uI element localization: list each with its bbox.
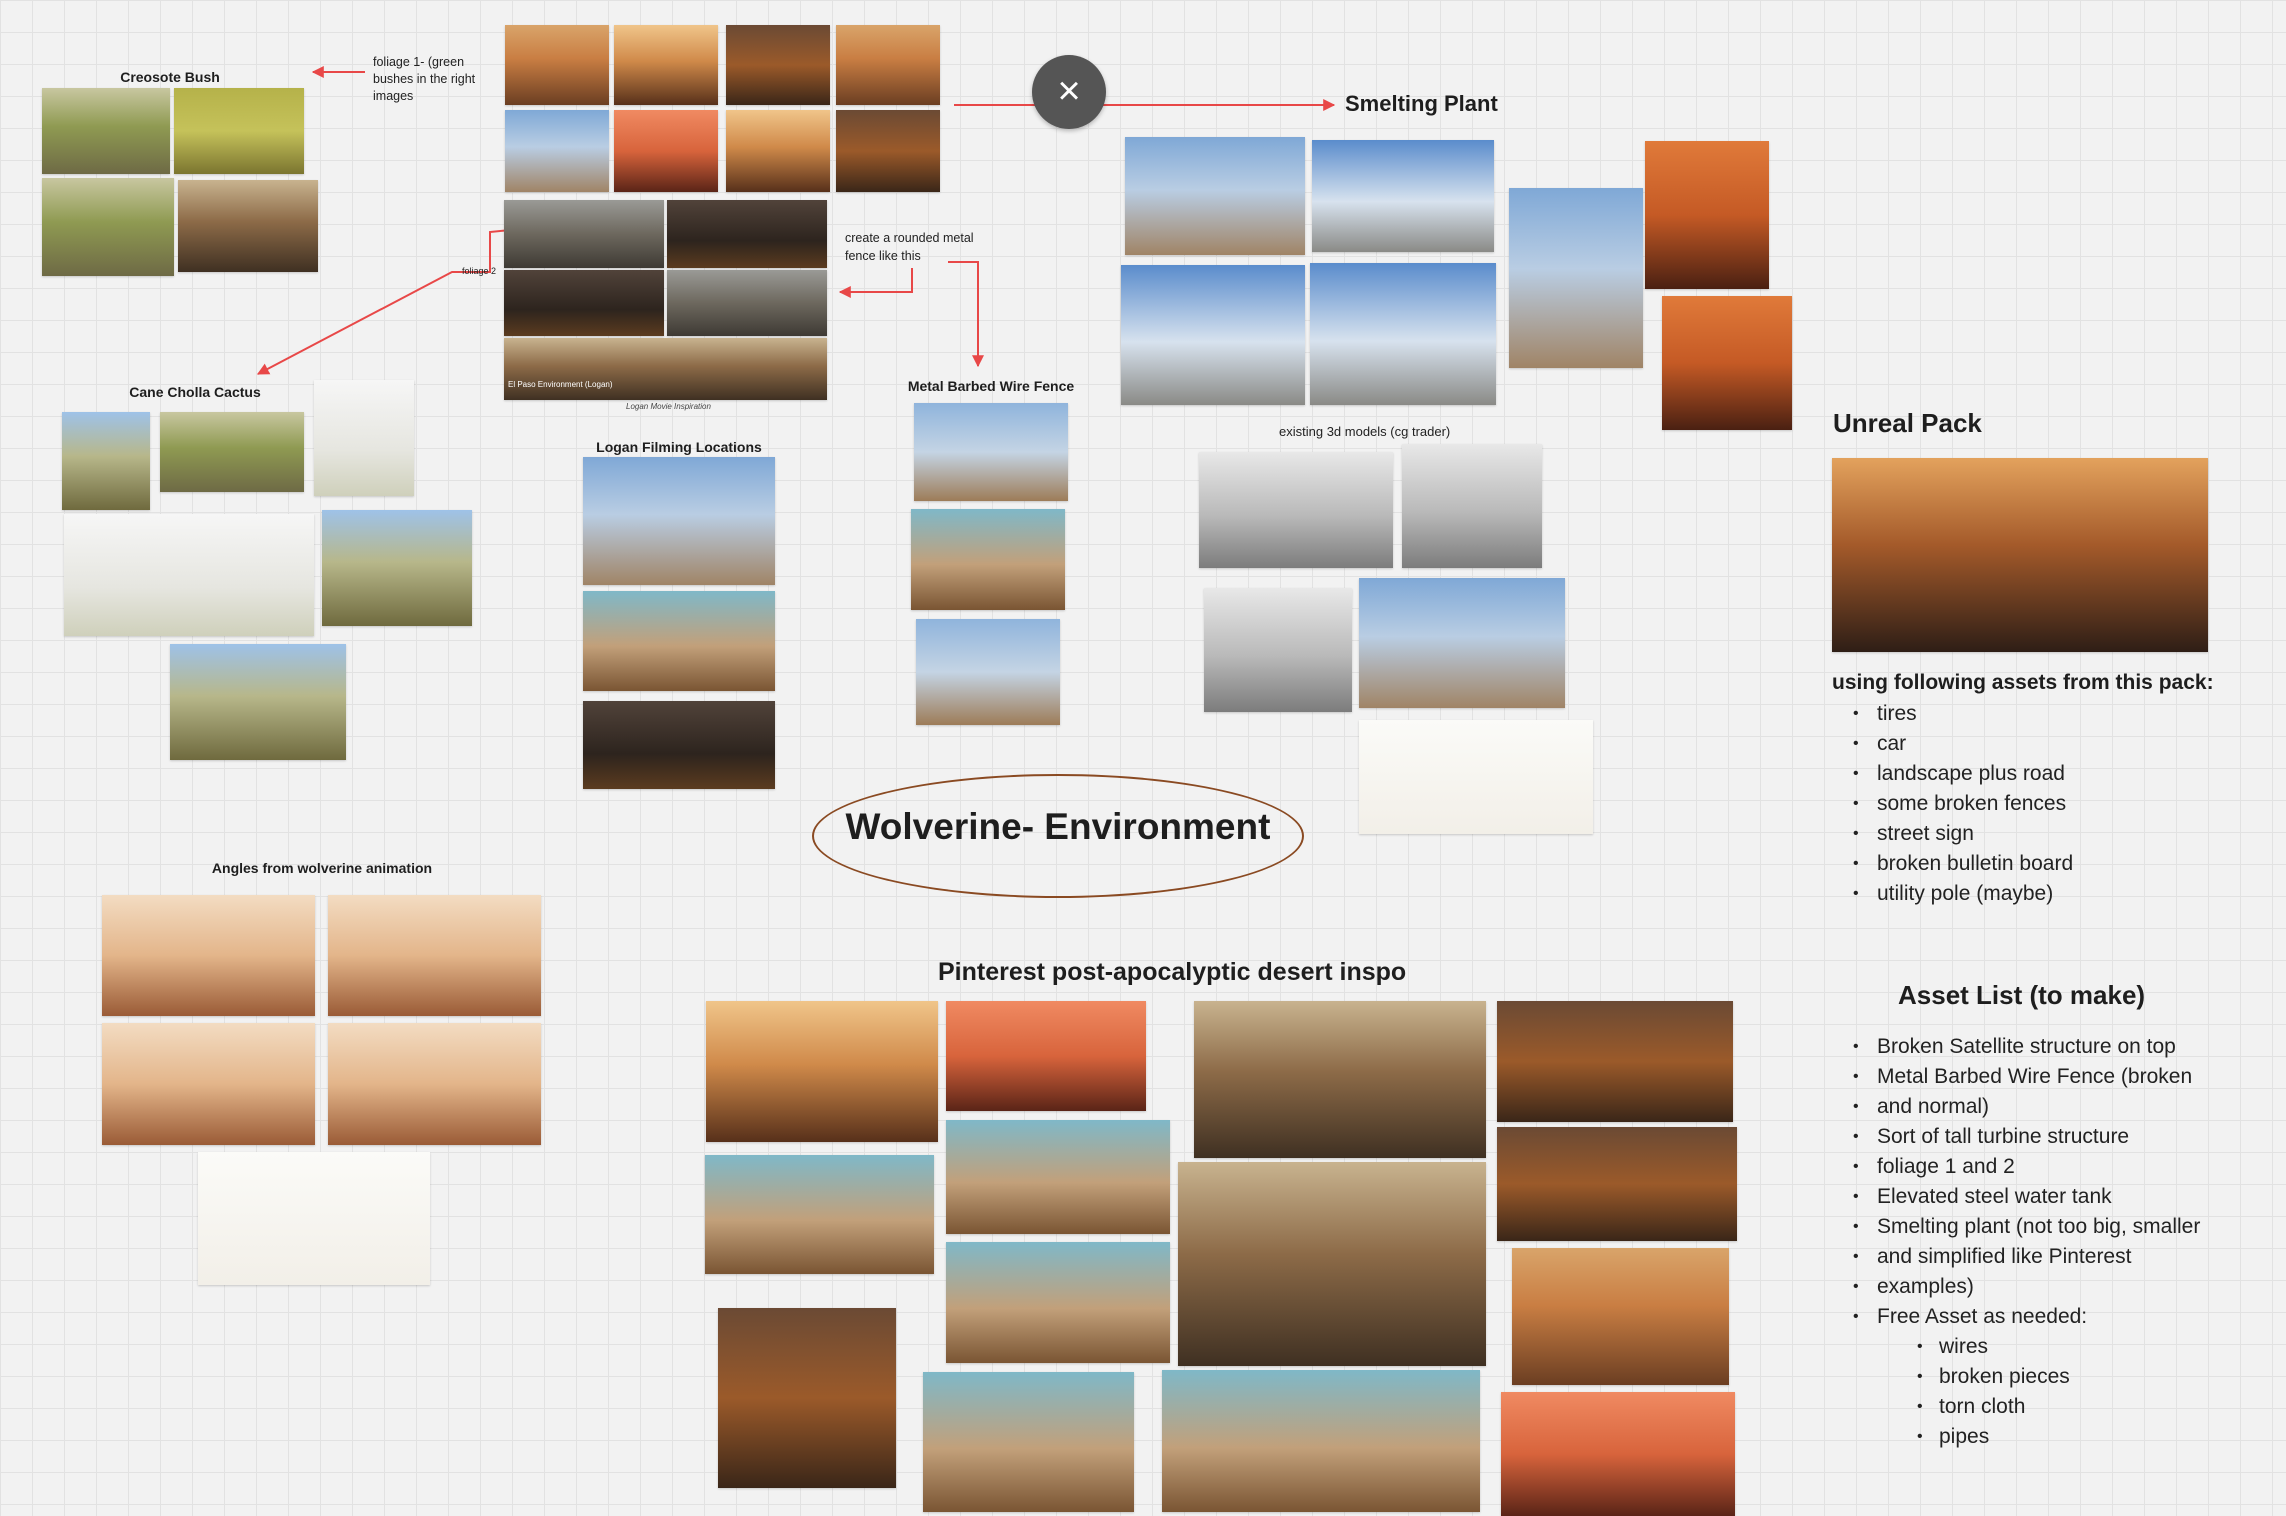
creosote-image[interactable] [174, 88, 304, 174]
pinterest-image[interactable] [1162, 1370, 1480, 1512]
unreal-title: Unreal Pack [1833, 408, 1982, 438]
asset-item: • Elevated steel water tank [1833, 1182, 2200, 1212]
smelting-image[interactable] [1125, 137, 1305, 255]
asset-subitem: • torn cloth [1833, 1392, 2200, 1422]
fence-image[interactable] [916, 619, 1060, 725]
asset-subitem: • broken pieces [1833, 1362, 2200, 1392]
smelting-image[interactable] [1310, 263, 1496, 405]
film-still[interactable] [667, 200, 827, 268]
film-still[interactable] [667, 270, 827, 336]
smelting-title: Smelting Plant [1345, 91, 1498, 116]
cholla-image[interactable] [170, 644, 346, 760]
asset-subitem: • pipes [1833, 1422, 2200, 1452]
pinterest-image[interactable] [946, 1242, 1170, 1363]
pinterest-title: Pinterest post-apocalyptic desert inspo [938, 958, 1407, 986]
logan-label: Logan Filming Locations [596, 439, 762, 455]
creosote-image[interactable] [42, 178, 174, 276]
asset-item: • Sort of tall turbine structure [1833, 1122, 2200, 1152]
asset-item: • foliage 1 and 2 [1833, 1152, 2200, 1182]
concept-image[interactable] [614, 110, 718, 192]
asset-item-continuation: • examples) [1833, 1272, 2200, 1302]
asset-list-title: Asset List (to make) [1898, 980, 2146, 1010]
close-button[interactable]: × [1032, 55, 1106, 129]
film-still-caption: El Paso Environment (Logan) [508, 380, 613, 389]
logan-caption: Logan Movie Inspiration [626, 402, 711, 411]
asset-list [1833, 1032, 2200, 1452]
smelting-image[interactable] [1662, 296, 1792, 430]
film-still[interactable] [504, 338, 827, 400]
animation-frame[interactable] [328, 895, 541, 1016]
cholla-image[interactable] [64, 514, 314, 636]
unreal-asset-list [1833, 699, 2073, 909]
main-title: Wolverine- Environment [845, 806, 1271, 847]
creosote-label: Creosote Bush [120, 69, 220, 85]
pinterest-image[interactable] [1194, 1001, 1486, 1158]
unreal-item: • street sign [1833, 819, 2073, 849]
cholla-image[interactable] [314, 380, 414, 496]
concept-image[interactable] [505, 110, 609, 192]
concept-image[interactable] [726, 110, 830, 192]
pinterest-image[interactable] [1178, 1162, 1486, 1366]
fence-image[interactable] [911, 509, 1065, 610]
cholla-image[interactable] [160, 412, 304, 492]
creosote-image[interactable] [178, 180, 318, 272]
unreal-item: • car [1833, 729, 2073, 759]
concept-image[interactable] [614, 25, 718, 105]
cholla-image[interactable] [322, 510, 472, 626]
models-note: existing 3d models (cg trader) [1279, 424, 1451, 439]
pinterest-image[interactable] [946, 1001, 1146, 1111]
foliage2-note: foliage 2 [462, 266, 497, 276]
logan-image[interactable] [583, 457, 775, 585]
pinterest-image[interactable] [923, 1372, 1134, 1512]
model-image[interactable] [1402, 444, 1542, 568]
foliage1-note: foliage 1- (green bushes in the right images [373, 55, 476, 103]
asset-subitem: • wires [1833, 1332, 2200, 1362]
animation-frame[interactable] [198, 1152, 430, 1285]
concept-image[interactable] [836, 25, 940, 105]
asset-item: • Broken Satellite structure on top [1833, 1032, 2200, 1062]
logan-image[interactable] [583, 591, 775, 691]
concept-image[interactable] [505, 25, 609, 105]
cholla-label: Cane Cholla Cactus [129, 384, 261, 400]
animation-frame[interactable] [328, 1023, 541, 1145]
asset-item-continuation: • and simplified like Pinterest [1833, 1242, 2200, 1272]
smelting-image[interactable] [1312, 140, 1494, 252]
barbed-label: Metal Barbed Wire Fence [907, 378, 1075, 394]
model-image[interactable] [1359, 578, 1565, 708]
pinterest-image[interactable] [946, 1120, 1170, 1234]
pinterest-image[interactable] [1501, 1392, 1735, 1516]
concept-image[interactable] [726, 25, 830, 105]
unreal-item: • utility pole (maybe) [1833, 879, 2073, 909]
pinterest-image[interactable] [1512, 1248, 1729, 1385]
model-image[interactable] [1199, 452, 1393, 568]
cholla-image[interactable] [62, 412, 150, 510]
model-image[interactable] [1359, 720, 1593, 834]
pinterest-image[interactable] [1497, 1001, 1733, 1122]
animation-frame[interactable] [102, 1023, 315, 1145]
creosote-image[interactable] [42, 88, 170, 174]
unreal-item: • broken bulletin board [1833, 849, 2073, 879]
film-still[interactable] [504, 270, 664, 336]
angles-label: Angles from wolverine animation [211, 860, 433, 876]
animation-frame[interactable] [102, 895, 315, 1016]
smelting-image[interactable] [1121, 265, 1305, 405]
asset-item: • Free Asset as needed: [1833, 1302, 2200, 1332]
arrow-fence-note [840, 262, 978, 366]
asset-item: • Smelting plant (not too big, smaller [1833, 1212, 2200, 1242]
pinterest-image[interactable] [718, 1308, 896, 1488]
pinterest-image[interactable] [705, 1155, 934, 1274]
model-image[interactable] [1204, 588, 1352, 712]
logan-image[interactable] [583, 701, 775, 789]
smelting-image[interactable] [1509, 188, 1643, 368]
unreal-subtitle: using following assets from this pack: [1832, 671, 2214, 694]
unreal-item: • tires [1833, 699, 2073, 729]
fence-note: create a rounded metal fence like this [845, 231, 974, 263]
pinterest-image[interactable] [1497, 1127, 1737, 1241]
asset-item-continuation: • and normal) [1833, 1092, 2200, 1122]
fence-image[interactable] [914, 403, 1068, 501]
unreal-item: • some broken fences [1833, 789, 2073, 819]
film-still[interactable] [504, 200, 664, 268]
asset-item: • Metal Barbed Wire Fence (broken [1833, 1062, 2200, 1092]
unreal-item: • landscape plus road [1833, 759, 2073, 789]
concept-image[interactable] [836, 110, 940, 192]
unreal-pack-image[interactable] [1832, 458, 2208, 652]
pinterest-image[interactable] [706, 1001, 938, 1142]
smelting-image[interactable] [1645, 141, 1769, 289]
